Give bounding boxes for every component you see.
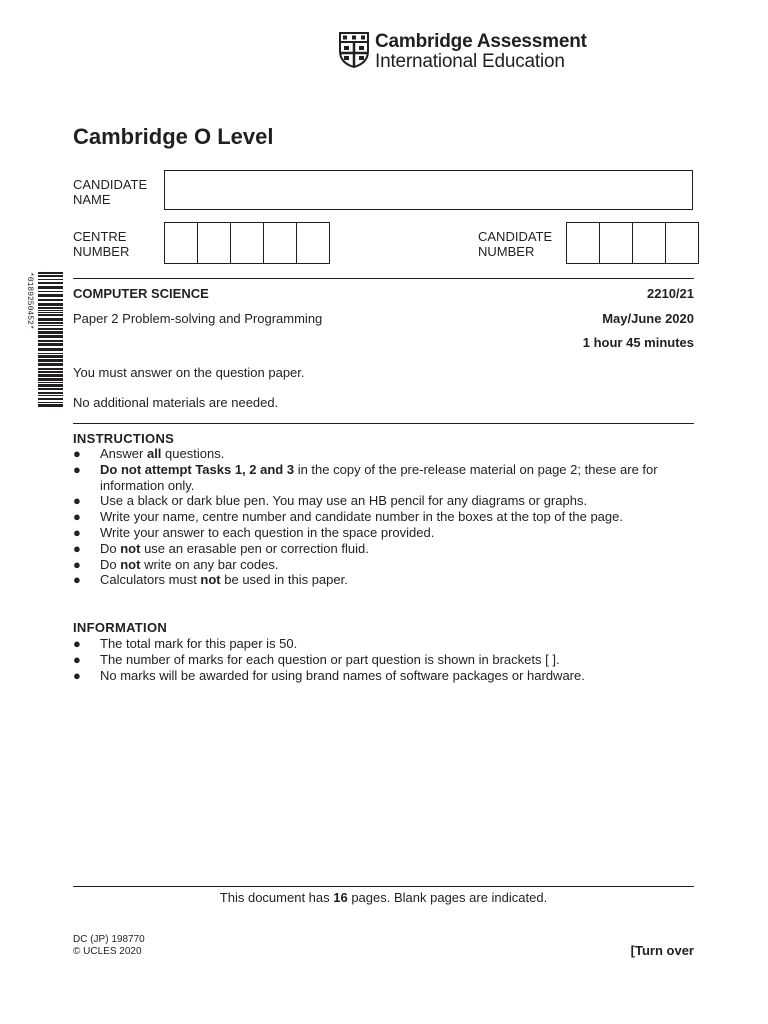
centre-digit-box[interactable] [264, 223, 297, 263]
item-text: Write your answer to each question in the space provided. [100, 524, 435, 540]
item-text: No marks will be awarded for using brand names of software packages or hardware. [100, 667, 585, 683]
item-bold: not [120, 540, 141, 556]
reference-code: DC (JP) 198770 [73, 934, 145, 945]
barcode-bar [38, 384, 63, 387]
list-item [73, 509, 663, 525]
list-item [73, 493, 663, 509]
list-item [73, 525, 663, 541]
item-bold: Do not attempt Tasks 1, 2 and 3 [100, 461, 295, 477]
barcode-bar [38, 294, 63, 297]
list-item [73, 652, 673, 668]
cambridge-crest-icon [338, 31, 370, 69]
list-item [73, 636, 673, 652]
barcode-bar [38, 279, 63, 280]
item-text: Calculators must [100, 572, 201, 588]
barcode-bar [38, 325, 63, 326]
candidate-digit-box[interactable] [666, 223, 698, 263]
bullet-icon: ● [73, 540, 81, 556]
barcode-bar [38, 359, 63, 362]
list-item [73, 446, 663, 462]
logo-line2: International Education [375, 51, 565, 72]
qualification-title: Cambridge O Level [73, 124, 274, 149]
barcode-bar [38, 322, 63, 324]
candidate-number-label-line2: NUMBER [478, 244, 535, 259]
logo-line1: Cambridge Assessment [375, 31, 587, 52]
instructions-rule [73, 423, 694, 424]
bullet-icon: ● [73, 572, 81, 588]
bullet-icon: ● [73, 667, 81, 683]
barcode-bar [38, 282, 63, 284]
barcode-bar [38, 286, 63, 289]
barcode-bar [38, 331, 63, 334]
item-text: The number of marks for each question or part question is shown in brackets [ ]. [100, 651, 560, 667]
page-count-text [73, 890, 694, 905]
centre-number-label-line1: CENTRE [73, 229, 127, 244]
item-text: be used in this paper. [220, 572, 348, 588]
bullet-icon: ● [73, 524, 81, 540]
barcode-bar [38, 363, 63, 366]
centre-digit-box[interactable] [231, 223, 264, 263]
barcode-bar [38, 348, 63, 351]
list-item [73, 541, 663, 557]
item-text: Answer [100, 446, 147, 461]
barcode-bar [38, 392, 63, 394]
barcode-text: *0189250452* [25, 272, 34, 330]
barcode-bar [38, 299, 63, 301]
item-text: use an erasable pen or correction fluid. [140, 540, 369, 556]
barcode-bar [38, 368, 63, 370]
item-text: write on any bar codes. [140, 556, 279, 572]
candidate-number-label [478, 229, 552, 259]
bullet-icon: ● [73, 636, 81, 651]
list-item [73, 557, 663, 573]
bullet-icon: ● [73, 651, 81, 667]
item-text: questions. [161, 446, 225, 461]
bullet-icon: ● [73, 461, 81, 477]
paper-code: 2210/21 [647, 286, 694, 301]
item-bold: not [200, 572, 221, 588]
copyright: © UCLES 2020 [73, 946, 142, 957]
candidate-name-label-line2: NAME [73, 192, 111, 207]
centre-digit-box[interactable] [165, 223, 198, 263]
barcode-bar [38, 340, 63, 342]
barcode-bar [38, 371, 63, 373]
barcode-bar [38, 404, 63, 407]
barcode-bar [38, 335, 63, 338]
list-item [73, 462, 663, 494]
barcode-bar [38, 275, 63, 277]
document-reference [73, 934, 145, 958]
item-bold: not [120, 556, 141, 572]
barcode-bar [38, 402, 63, 403]
barcode-bar [38, 307, 63, 309]
candidate-digit-box[interactable] [633, 223, 666, 263]
barcode [25, 270, 65, 410]
candidate-digit-box[interactable] [567, 223, 600, 263]
candidate-number-label-line1: CANDIDATE [478, 229, 553, 244]
barcode-bar [38, 343, 63, 346]
barcode-bar [38, 382, 63, 383]
turn-over: [Turn over [630, 943, 694, 958]
bullet-icon: ● [73, 446, 81, 461]
centre-digit-box[interactable] [198, 223, 231, 263]
barcode-bar [38, 318, 63, 321]
item-text: Do [100, 540, 121, 556]
candidate-number-boxes[interactable] [566, 222, 699, 264]
bullet-icon: ● [73, 556, 81, 572]
item-text: Write your name, centre number and candidate number in the boxes at the top of the page. [100, 509, 623, 525]
footer-rule [73, 886, 694, 887]
paper-name: Paper 2 Problem-solving and Programming [73, 311, 323, 326]
barcode-bar [38, 303, 63, 306]
item-text: Do [100, 556, 121, 572]
information-list [73, 636, 673, 683]
candidate-name-label [73, 177, 147, 207]
candidate-name-box[interactable] [164, 170, 693, 210]
barcode-bar [38, 374, 63, 377]
bullet-icon: ● [73, 509, 81, 525]
item-text: in the copy of the pre-release material on page 2; these are for information only. [100, 461, 658, 493]
centre-number-label [73, 229, 129, 259]
page-count-pre: This document has [219, 890, 334, 905]
candidate-digit-box[interactable] [600, 223, 633, 263]
materials-notice: No additional materials are needed. [73, 395, 279, 410]
centre-number-label-line2: NUMBER [73, 244, 130, 259]
page-count-number: 16 [333, 890, 348, 905]
instructions-list [73, 446, 663, 588]
header-rule [73, 278, 694, 279]
item-bold: all [146, 446, 162, 461]
subject-title: COMPUTER SCIENCE [73, 286, 209, 301]
barcode-bar [38, 353, 63, 354]
list-item [73, 668, 673, 684]
barcode-bar [38, 314, 63, 316]
barcode-bar [38, 272, 63, 274]
instructions-heading: INSTRUCTIONS [73, 431, 175, 446]
barcode-bar [38, 395, 63, 396]
centre-digit-box[interactable] [297, 223, 329, 263]
centre-number-boxes[interactable] [164, 222, 330, 264]
barcode-bar [38, 378, 63, 381]
answer-notice: You must answer on the question paper. [73, 365, 305, 380]
item-text: The total mark for this paper is 50. [100, 636, 298, 651]
barcode-bar [38, 291, 63, 292]
barcode-bar [38, 310, 63, 311]
exam-session: May/June 2020 [602, 311, 694, 326]
exam-duration: 1 hour 45 minutes [582, 335, 694, 350]
page-count-post: pages. Blank pages are indicated. [347, 890, 548, 905]
bullet-icon: ● [73, 493, 81, 509]
barcode-bar [38, 398, 63, 400]
barcode-bar [38, 312, 63, 313]
barcode-bar [38, 355, 63, 358]
cambridge-logo [338, 31, 588, 71]
list-item [73, 572, 663, 588]
barcode-bar [38, 388, 63, 390]
barcode-bar [38, 328, 63, 330]
information-heading: INFORMATION [73, 620, 168, 635]
item-text: Use a black or dark blue pen. You may use an HB pencil for any diagrams or graphs. [100, 493, 588, 509]
candidate-name-label-line1: CANDIDATE [73, 177, 148, 192]
